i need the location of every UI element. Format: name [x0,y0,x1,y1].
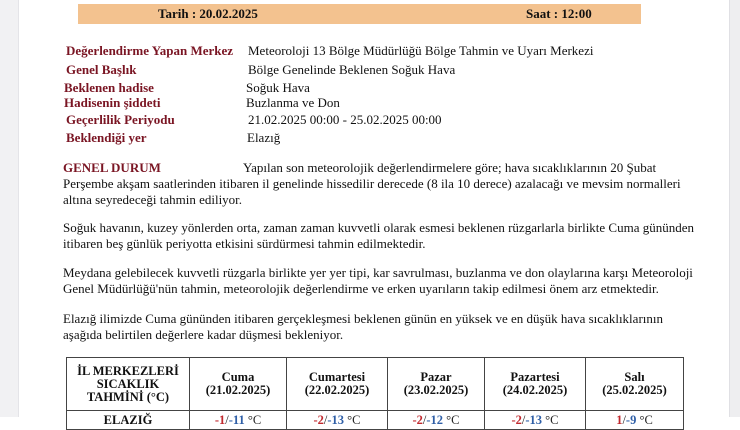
paragraph-line: Genel Müdürlüğü'nün tahmin, meteorolojik değerlendirme ve erken uyarıların takip edilmesi önem arz etmektedir. [63,281,659,296]
info-label-location: Beklendiği yer [66,130,147,145]
table-header-city: İL MERKEZLERİ SICAKLIK TAHMİNİ (°C) [67,358,190,411]
info-value-center: Meteoroloji 13 Bölge Müdürlüğü Bölge Tahmin ve Uyarı Merkezi [248,43,594,58]
temperature-cell: -2/-12 °C [388,411,485,430]
paragraph-line: Soğuk havanın, kuzey yönlerden orta, zaman zaman kuvvetli olarak esmesi beklenen rüzgarlarla birlikte Cuma gününden [63,220,695,235]
report-time: Saat : 12:00 [526,6,592,21]
table-header-day: Cumartesi (22.02.2025) [287,358,388,411]
info-label-validity: Geçerlilik Periyodu [66,112,175,127]
paragraph-line: itibaren beş günlük periyotta etkisini sürdürmesi tahmin edilmektedir. [63,236,426,251]
city-name-cell: ELAZIĞ [67,411,190,430]
info-label-center: Değerlendirme Yapan Merkez [66,43,234,58]
paragraph-line: Perşembe akşam saatlerinden itibaren il genelinde hissedilir derecede (8 ila 10 derece) azalacağı ve mevsim normalleri [63,176,681,191]
table-header-day: Salı (25.02.2025) [586,358,684,411]
temperature-cell: -1/-11 °C [190,411,287,430]
paragraph-line: Elazığ ilimizde Cuma gününden itibaren gerçekleşmesi beklenen günün en yüksek ve en düşük hava sıcaklıklarının [63,311,663,326]
info-value-severity: Buzlanma ve Don [246,95,340,110]
general-title: GENEL DURUM [63,160,161,175]
temperature-forecast-table [66,357,684,430]
info-value-event: Soğuk Hava [246,80,310,95]
paragraph-line: Meydana gelebilecek kuvvetli rüzgarla birlikte yer yer tipi, kar savrulması, buzlanma ve don olaylarına karşı Meteoroloji [63,265,693,280]
info-value-location: Elazığ [247,130,281,145]
document-page [19,0,729,427]
temperature-cell: -2/-13 °C [287,411,388,430]
paragraph-line: Yapılan son meteorolojik değerlendirmelere göre; hava sıcaklıklarının 20 Şubat [243,160,657,175]
general-paragraph-4 [63,311,703,343]
paragraph-line: aşağıda belirtilen değerlere kadar düşmesi bekleniyor. [63,327,344,342]
info-value-validity: 21.02.2025 00:00 - 25.02.2025 00:00 [248,112,442,127]
general-paragraph-1 [63,160,703,208]
viewer-scrollbar[interactable] [729,0,740,417]
info-label-severity: Hadisenin şiddeti [64,95,161,110]
report-date: Tarih : 20.02.2025 [158,6,258,21]
general-paragraph-2 [63,220,703,252]
paragraph-line: altına seyredeceği tahmin ediliyor. [63,192,243,207]
temperature-cell: -2/-13 °C [485,411,586,430]
table-header-day: Cuma (21.02.2025) [190,358,287,411]
temperature-cell: 1/-9 °C [586,411,684,430]
viewer-left-margin [0,0,19,417]
table-header-day: Pazartesi (24.02.2025) [485,358,586,411]
info-label-title: Genel Başlık [66,62,137,77]
info-label-event: Beklenen hadise [64,80,154,95]
date-time-bar [78,4,641,24]
info-value-title: Bölge Genelinde Beklenen Soğuk Hava [248,62,456,77]
table-row [67,411,684,430]
table-header-day: Pazar (23.02.2025) [388,358,485,411]
general-paragraph-3 [63,265,703,297]
table-header-row [67,358,684,411]
